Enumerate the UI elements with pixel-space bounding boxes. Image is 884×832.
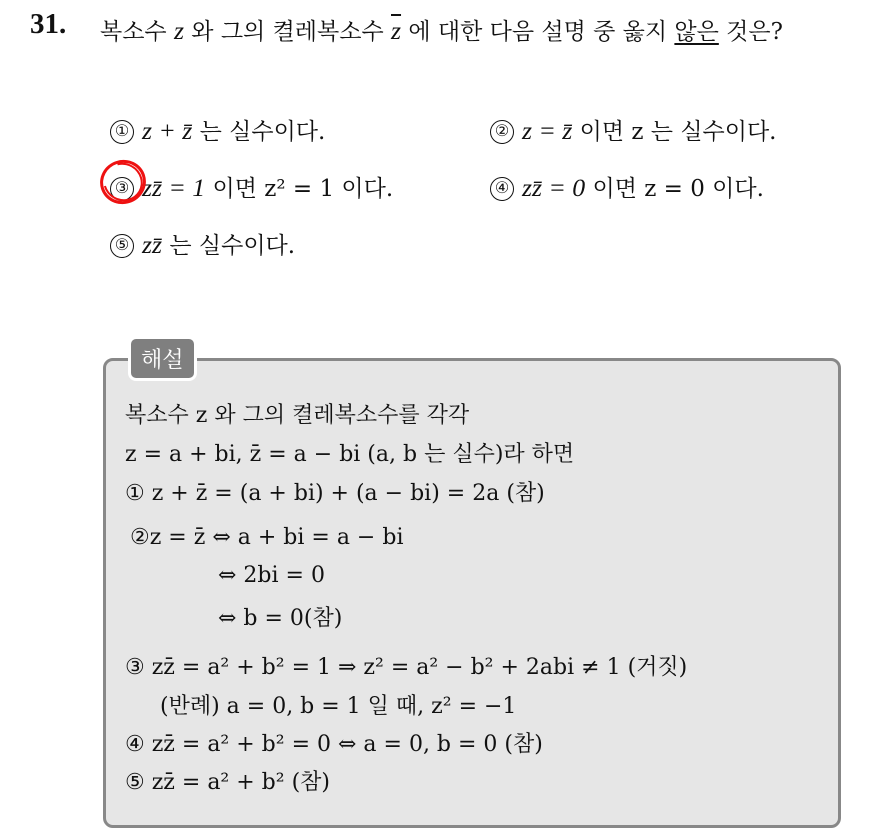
choice-math: z = z̄: [522, 116, 573, 145]
solution-line-8: (반례) a = 0, b = 1 일 때, z² = −1: [160, 694, 517, 719]
solution-line-7: ③ zz̄ = a² + b² = 1 ⇒ z² = a² − b² + 2abi ≠ 1 (거짓): [125, 655, 688, 680]
choice-text: 는 실수이다.: [192, 119, 326, 145]
question-text: [100, 13, 783, 46]
choice-text: 이면 z² = 1 이다.: [205, 176, 394, 202]
question-text-part: 것은?: [718, 19, 783, 45]
choice-4[interactable]: [490, 170, 764, 203]
choice-math: zz̄ = 0: [522, 173, 586, 202]
question-emphasis: 않은: [674, 19, 719, 45]
choice-2[interactable]: [490, 113, 777, 146]
choice-1[interactable]: [110, 113, 325, 146]
choice-marker: ④: [490, 177, 514, 201]
choice-text: 이면 z 는 실수이다.: [572, 119, 777, 145]
solution-line-6: ⇔ b = 0(참): [218, 606, 343, 631]
question-text-part: 복소수: [100, 19, 174, 45]
solution-line-9: ④ zz̄ = a² + b² = 0 ⇔ a = 0, b = 0 (참): [125, 732, 543, 757]
choice-marker: ②: [490, 120, 514, 144]
solution-tag: 해설: [128, 336, 197, 381]
choice-marker: ③: [110, 177, 134, 201]
choice-math: zz̄: [142, 230, 163, 259]
question-text-part: 에 대한 다음 설명 중 옳지: [401, 19, 675, 45]
solution-line-3: ① z + z̄ = (a + bi) + (a − bi) = 2a (참): [125, 481, 545, 506]
choice-math: zz̄ = 1: [142, 173, 206, 202]
choice-3[interactable]: [110, 170, 393, 203]
choice-marker: ⑤: [110, 234, 134, 258]
math-zbar: $\overline{z}$: [391, 16, 402, 45]
solution-line-4: ②z = z̄ ⇔ a + bi = a − bi: [130, 525, 404, 550]
choice-text: 이면 z = 0 이다.: [585, 176, 764, 202]
math-z: z: [173, 16, 184, 45]
choice-marker: ①: [110, 120, 134, 144]
choice-math: z + z̄: [142, 116, 193, 145]
solution-line-5: ⇔ 2bi = 0: [218, 563, 325, 588]
choice-5[interactable]: [110, 227, 295, 260]
solution-line-1: 복소수 z 와 그의 켤레복소수를 각각: [125, 403, 470, 428]
solution-line-10: ⑤ zz̄ = a² + b² (참): [125, 770, 330, 795]
choice-text: 는 실수이다.: [162, 233, 296, 259]
question-text-part: 와 그의 켤레복소수: [184, 19, 391, 45]
solution-line-2: z = a + bi, z̄ = a − bi (a, b 는 실수)라 하면: [125, 442, 575, 467]
question-number: 31.: [30, 8, 67, 40]
